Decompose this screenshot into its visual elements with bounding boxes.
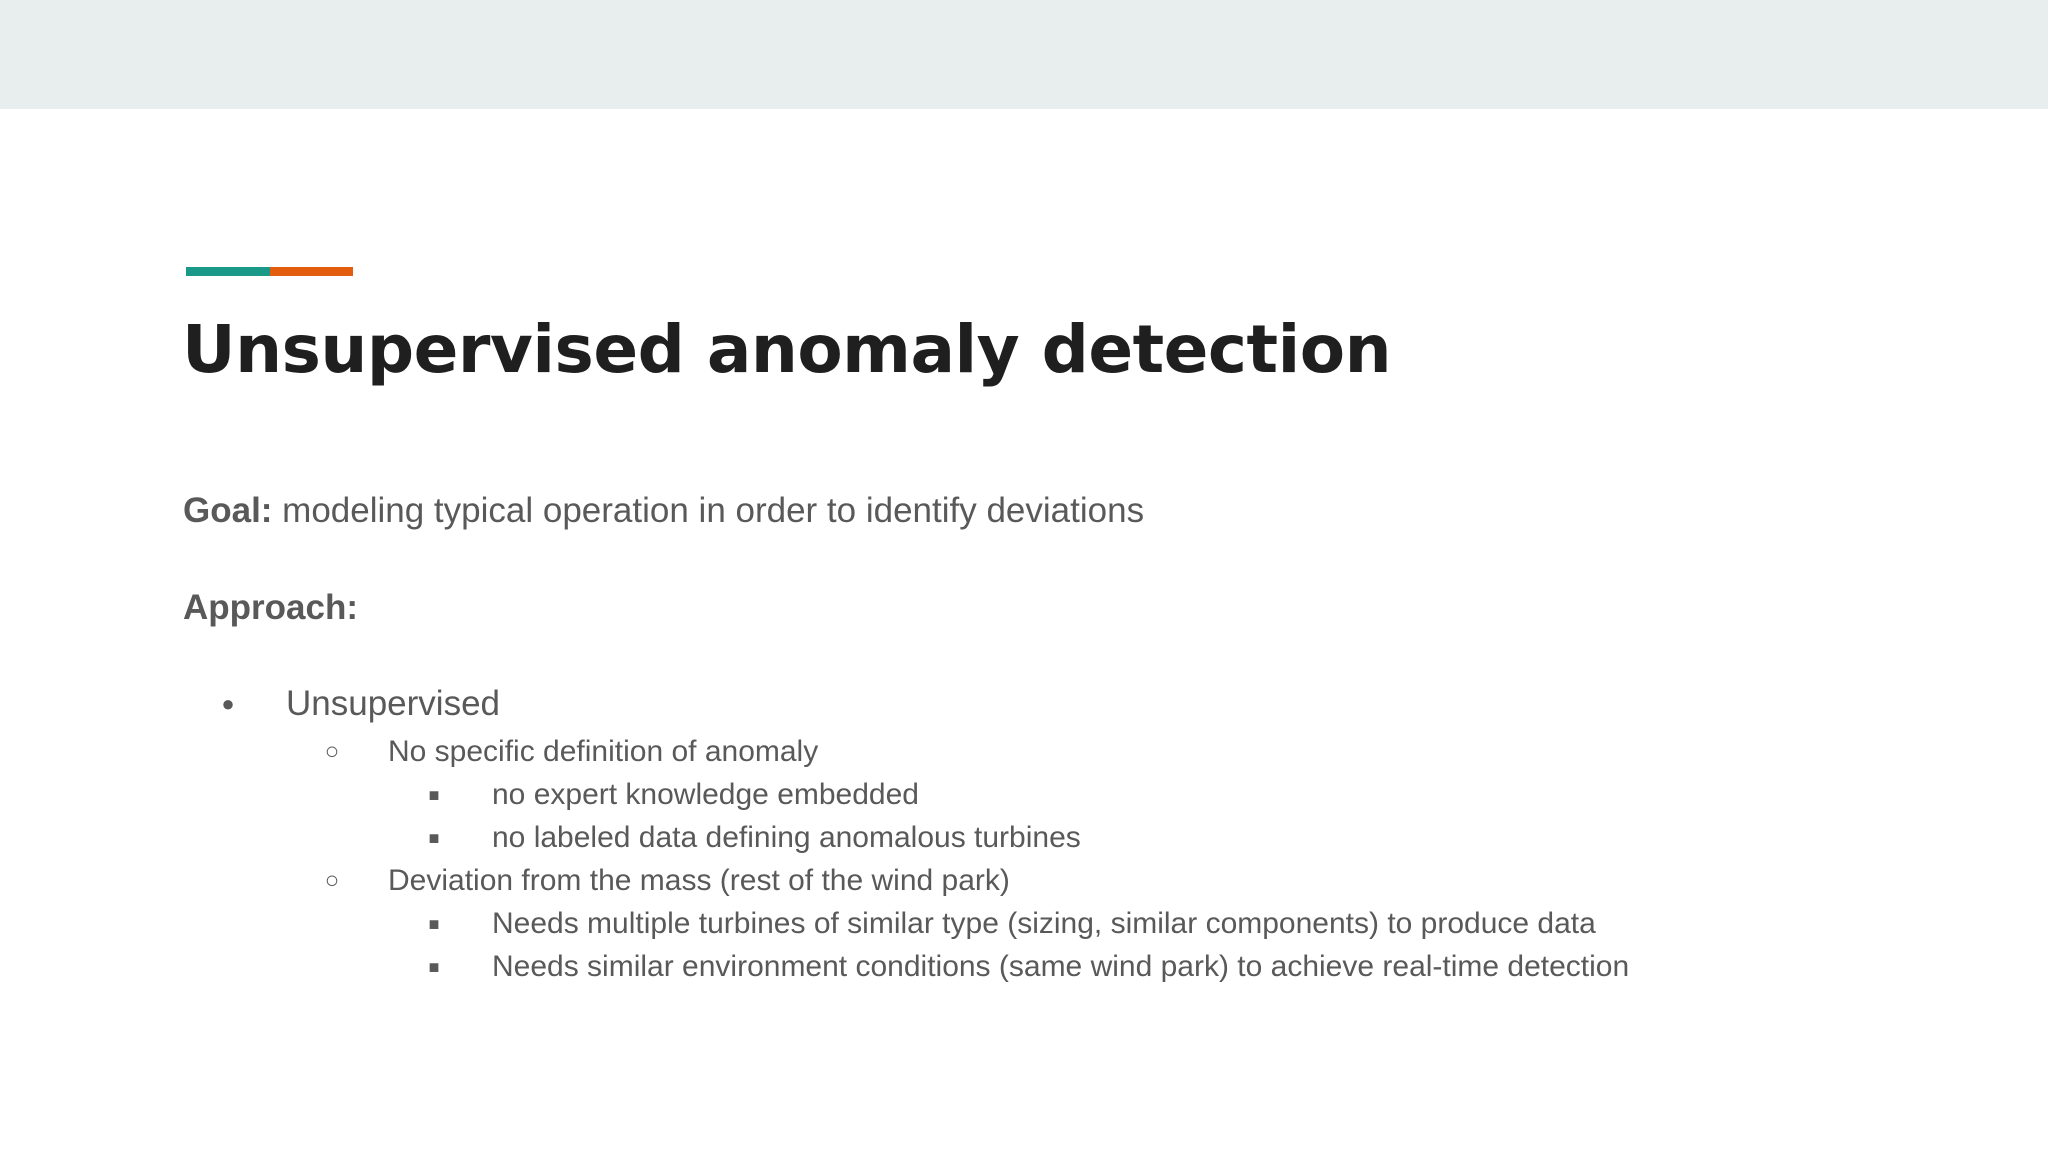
approach-label: Approach:	[183, 588, 358, 627]
bullet-text: no labeled data defining anomalous turbines	[492, 821, 1081, 854]
bullet-disc-icon: ●	[221, 691, 235, 716]
accent-bar-teal	[186, 267, 270, 276]
bullet-text: Needs multiple turbines of similar type (sizing, similar components) to produce data	[492, 907, 1596, 940]
bullet-text: no expert knowledge embedded	[492, 778, 919, 811]
top-band	[0, 0, 2048, 109]
goal-label: Goal:	[183, 491, 273, 530]
bullet-circle-icon: ○	[324, 738, 340, 765]
bullet-square-icon: ■	[428, 785, 440, 805]
bullet-text: Needs similar environment conditions (same wind park) to achieve real-time detection	[492, 950, 1630, 983]
bullet-text: No specific definition of anomaly	[388, 735, 819, 768]
bullet-square-icon: ■	[428, 914, 440, 934]
bullet-text: Deviation from the mass (rest of the wind park)	[388, 864, 1010, 897]
goal-line	[183, 488, 1144, 534]
bullet-square-icon: ■	[428, 828, 440, 848]
accent-bar-orange	[270, 267, 353, 276]
bullet-text: Unsupervised	[286, 684, 500, 723]
bullet-circle-icon: ○	[324, 867, 340, 894]
bullet-square-icon: ■	[428, 957, 440, 977]
slide-title: Unsupervised anomaly detection	[182, 311, 1392, 388]
goal-text: modeling typical operation in order to identify deviations	[272, 491, 1145, 530]
